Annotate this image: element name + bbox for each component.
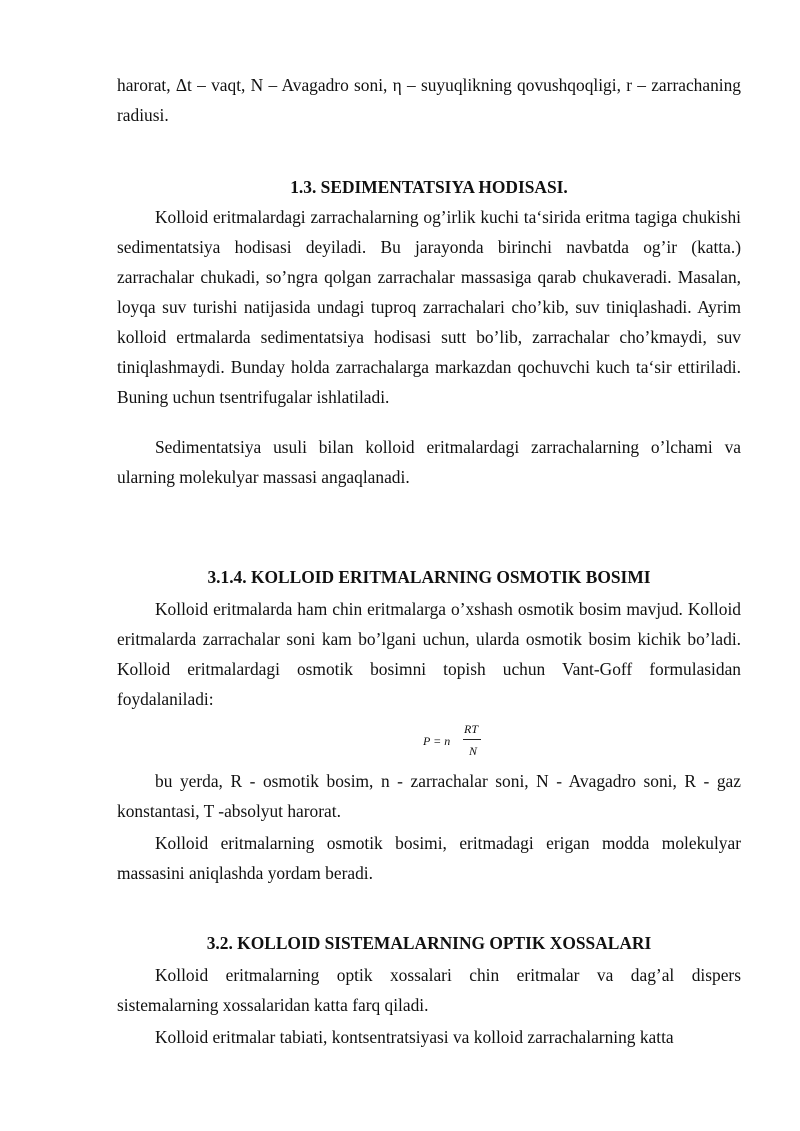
paragraph-intro: harorat, Δt – vaqt, N – Avagadro soni, η – suyuqlikning qovushqoqligi, r – zarrachaning radiusi. <box>117 75 741 125</box>
heading-osmotic-pressure: 3.1.4. KOLLOID ERITMALARNING OSMOTIK BOSIMI <box>207 567 651 587</box>
heading-sedimentation: 1.3. SEDIMENTATSIYA HODISASI. <box>290 177 568 197</box>
vant-hoff-formula <box>420 722 500 762</box>
paragraph-optical-difference: Kolloid eritmalarning optik xossalari chin eritmalar va dag’al dispers sistemalarning xossalaridan katta farq qiladi. <box>117 965 741 1015</box>
formula-fraction-bar <box>463 739 481 740</box>
heading-optical-properties: 3.2. KOLLOID SISTEMALARNING OPTIK XOSSALARI <box>206 933 652 953</box>
paragraph-formula-legend: bu yerda, R - osmotik bosim, n - zarrachalar soni, N - Avagadro soni, R - gaz konstantasi, T -absolyut harorat. <box>117 771 741 821</box>
paragraph-sedimentation-definition: Kolloid eritmalardagi zarrachalarning og’irlik kuchi ta‘sirida eritma tagiga chukishi sedimentatsiya hodisasi deyiladi. Bu jarayonda birinchi navbatda og’ir (katta.) zarrachalar chukadi, so’ngra qolgan zarrachalar massasiga qarab chukaveradi. Masalan, loyqa suv turishi natijasida undagi tuproq zarrachalari cho’kib, suv tiniqlashadi. Ayrim kolloid ertmalarda sedimentatsiya hodisasi sutt bo’lib, zarrachalar cho’kmaydi, suv tiniqlashmaydi. Bunday holda zarrachalarga markazdan qochuvchi kuch ta‘sir ettiriladi. Buning uchun tsentrifugalar ishlatiladi. <box>117 207 741 407</box>
paragraph-optical-nature: Kolloid eritmalar tabiati, kontsentratsiyasi va kolloid zarrachalarning katta <box>155 1027 674 1047</box>
paragraph-osmotic-pressure: Kolloid eritmalarda ham chin eritmalarga o’xshash osmotik bosim mavjud. Kolloid eritmalarda zarrachalar soni kam bo’lgani uchun, ularda osmotik bosim kichik bo’ladi. Kolloid eritmalardagi osmotik bosimni topish uchun Vant-Goff formulasidan foydalaniladi: <box>117 599 741 709</box>
formula-lhs: P = n <box>423 734 451 748</box>
paragraph-sedimentation-method: Sedimentatsiya usuli bilan kolloid eritmalardagi zarrachalarning o’lchami va ularning molekulyar massasi angaqlanadi. <box>117 437 741 487</box>
formula-denominator: N <box>469 744 478 758</box>
paragraph-osmotic-usage: Kolloid eritmalarning osmotik bosimi, eritmadagi erigan modda molekulyar massasini aniqlashda yordam beradi. <box>117 833 741 883</box>
formula-numerator: RT <box>464 722 479 736</box>
